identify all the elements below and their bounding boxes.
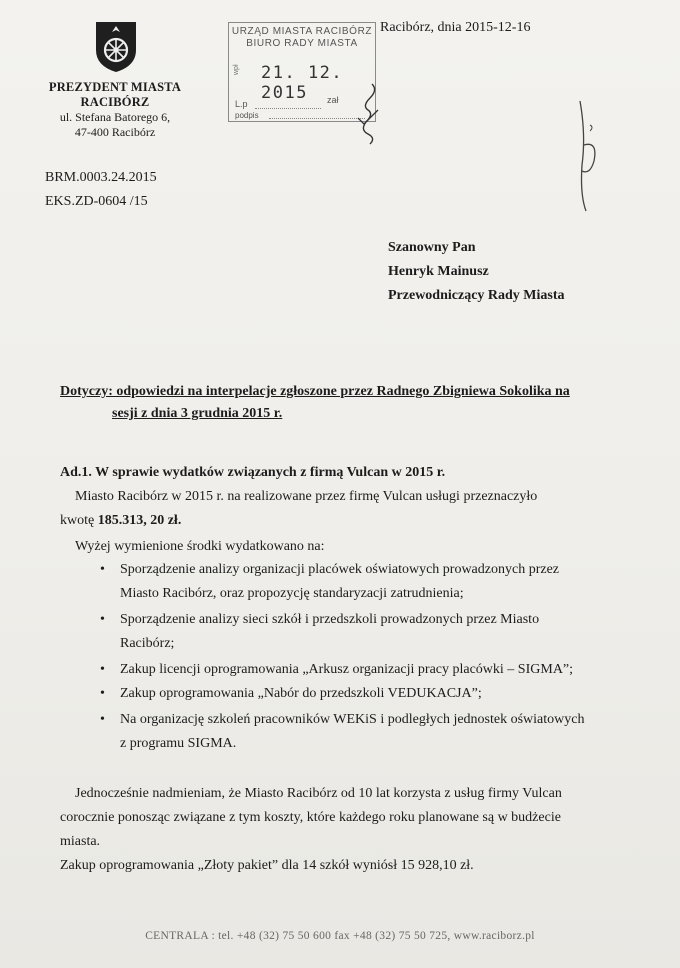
office-city: RACIBÓRZ bbox=[80, 95, 150, 109]
subject-line-2: sesji z dnia 3 grudnia 2015 r. bbox=[112, 406, 283, 421]
paragraph-2: Wyżej wymienione środki wydatkowano na: bbox=[75, 539, 325, 554]
stamp-side-label: wpł bbox=[233, 64, 240, 75]
amount-value: 185.313, 20 zł. bbox=[97, 513, 182, 528]
paragraph-4: Zakup oprogramowania „Złoty pakiet” dla 14 szkół wyniósł 15 928,10 zł. bbox=[60, 858, 474, 873]
bullet-1-line-2: Miasto Racibórz, oraz propozycję standaryzacji zatrudnienia; bbox=[120, 586, 464, 601]
addressee-name: Henryk Mainusz bbox=[388, 264, 489, 279]
bullet-3: Zakup licencji oprogramowania „Arkusz organizacji pracy placówki – SIGMA”; bbox=[120, 662, 574, 677]
bullet-icon: • bbox=[100, 562, 105, 577]
paragraph-1-line-2 bbox=[60, 511, 181, 531]
reference-number-2: EKS.ZD-0604 /15 bbox=[45, 194, 148, 209]
stamp-signature-label: podpis bbox=[235, 111, 259, 120]
margin-signature-icon bbox=[560, 95, 610, 215]
stamp-department: BIURO RADY MIASTA bbox=[246, 38, 358, 49]
bullet-5-line-1: Na organizację szkoleń pracowników WEKiS i podległych jednostek oświatowych bbox=[120, 712, 585, 727]
place-and-date: Racibórz, dnia 2015-12-16 bbox=[380, 20, 531, 35]
bullet-4: Zakup oprogramowania „Nabór do przedszkoli VEDUKACJA”; bbox=[120, 686, 482, 701]
stamp-lp-label: L.p bbox=[235, 99, 248, 109]
stamp-office: URZĄD MIASTA RACIBÓRZ bbox=[231, 26, 373, 37]
reference-number-1: BRM.0003.24.2015 bbox=[45, 170, 157, 185]
section-heading: Ad.1. W sprawie wydatków związanych z firmą Vulcan w 2015 r. bbox=[60, 465, 446, 480]
addressee-position: Przewodniczący Rady Miasta bbox=[388, 288, 565, 303]
bullet-2-line-1: Sporządzenie analizy sieci szkół i przedszkoli prowadzonych przez Miasto bbox=[120, 612, 540, 627]
bullet-1-line-1: Sporządzenie analizy organizacji placówek oświatowych prowadzonych przez bbox=[120, 562, 559, 577]
office-title: PREZYDENT MIASTA bbox=[48, 80, 182, 94]
issuer-block bbox=[45, 80, 185, 140]
addressee-salutation: Szanowny Pan bbox=[388, 240, 476, 255]
subject-line-1: Dotyczy: odpowiedzi na interpelacje zgłoszone przez Radnego Zbigniewa Sokolika na bbox=[60, 384, 570, 399]
bullet-icon: • bbox=[100, 612, 105, 627]
amount-prefix: kwotę bbox=[60, 513, 98, 528]
city-crest-icon bbox=[94, 20, 138, 74]
footer-contact: CENTRALA : tel. +48 (32) 75 50 600 fax +48 (32) 75 50 725, www.raciborz.pl bbox=[145, 930, 535, 942]
bullet-icon: • bbox=[100, 686, 105, 701]
bullet-icon: • bbox=[100, 662, 105, 677]
paragraph-3-line-1: Jednocześnie nadmieniam, że Miasto Racibórz od 10 lat korzysta z usług firmy Vulcan bbox=[75, 786, 562, 801]
stamp-lp-line bbox=[255, 108, 321, 109]
handwritten-mark-icon bbox=[348, 80, 384, 146]
office-address-street: ul. Stefana Batorego 6, bbox=[59, 110, 171, 124]
bullet-icon: • bbox=[100, 712, 105, 727]
stamp-zal-label: zał bbox=[327, 95, 339, 105]
paragraph-1-line-1: Miasto Racibórz w 2015 r. na realizowane przez firmę Vulcan usługi przeznaczyło bbox=[75, 489, 538, 504]
paragraph-3-line-3: miasta. bbox=[60, 834, 101, 849]
stamp-date: 21. 12. 2015 bbox=[261, 63, 344, 103]
bullet-5-line-2: z programu SIGMA. bbox=[120, 736, 237, 751]
bullet-2-line-2: Racibórz; bbox=[120, 636, 175, 651]
office-address-postal: 47-400 Racibórz bbox=[74, 125, 156, 139]
paragraph-3-line-2: corocznie ponosząc związane z tym koszty, które każdego roku planowane są w budżecie bbox=[60, 810, 561, 825]
